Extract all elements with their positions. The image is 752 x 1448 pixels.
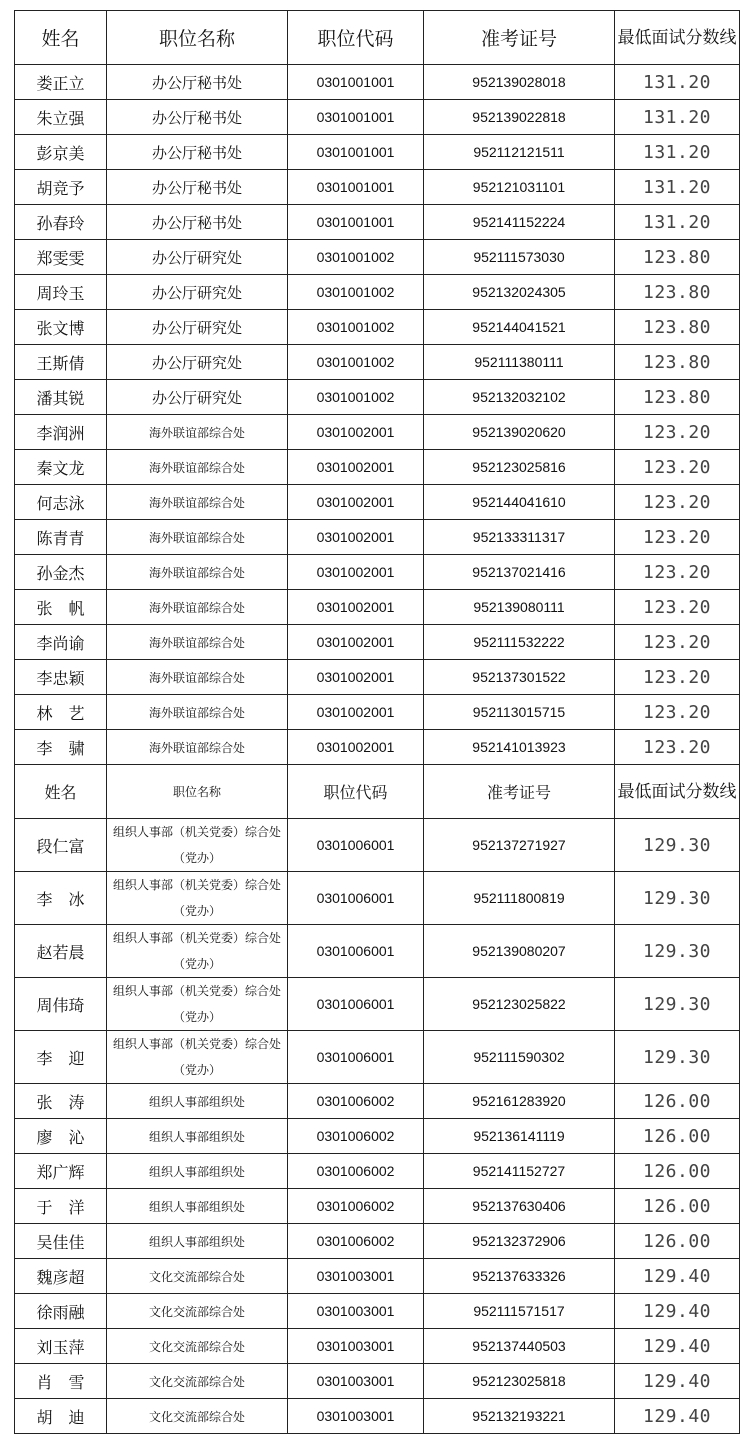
cell-code: 0301006002 [288, 1224, 424, 1259]
cell-position: 海外联谊部综合处 [107, 625, 288, 660]
cell-position: 组织人事部（机关党委）综合处（党办） [107, 925, 288, 978]
cell-code: 0301006002 [288, 1084, 424, 1119]
cell-ticket: 952123025816 [424, 450, 615, 485]
table-row [15, 660, 740, 695]
table-row [15, 380, 740, 415]
table-row [15, 1364, 740, 1399]
cell-code: 0301002001 [288, 660, 424, 695]
cell-ticket: 952111380111 [424, 345, 615, 380]
cell-code: 0301003001 [288, 1399, 424, 1434]
cell-position: 组织人事部（机关党委）综合处（党办） [107, 819, 288, 872]
cell-score: 123.20 [615, 695, 740, 730]
table-row [15, 1154, 740, 1189]
cell-score: 129.30 [615, 925, 740, 978]
table-row [15, 730, 740, 765]
cell-position: 办公厅秘书处 [107, 170, 288, 205]
cell-score: 129.40 [615, 1294, 740, 1329]
cell-code: 0301001001 [288, 170, 424, 205]
table-row [15, 450, 740, 485]
table-row [15, 555, 740, 590]
cell-score: 129.30 [615, 1031, 740, 1084]
cell-score: 123.20 [615, 590, 740, 625]
cell-position: 海外联谊部综合处 [107, 660, 288, 695]
header-row-2 [15, 765, 740, 819]
cell-score: 129.40 [615, 1399, 740, 1434]
cell-ticket: 952137301522 [424, 660, 615, 695]
cell-name: 李 迎 [15, 1031, 107, 1084]
cell-code: 0301001002 [288, 380, 424, 415]
cell-ticket: 952144041521 [424, 310, 615, 345]
cell-code: 0301002001 [288, 485, 424, 520]
table-row [15, 135, 740, 170]
table-row [15, 590, 740, 625]
cell-ticket: 952132372906 [424, 1224, 615, 1259]
cell-score: 123.80 [615, 345, 740, 380]
cell-position: 办公厅研究处 [107, 380, 288, 415]
cell-ticket: 952139080111 [424, 590, 615, 625]
cell-position: 海外联谊部综合处 [107, 520, 288, 555]
cell-name: 周伟琦 [15, 978, 107, 1031]
cell-code: 0301002001 [288, 695, 424, 730]
cell-code: 0301001002 [288, 240, 424, 275]
cell-code: 0301001001 [288, 135, 424, 170]
cell-name: 张文博 [15, 310, 107, 345]
table-row [15, 1259, 740, 1294]
cell-ticket: 952139028018 [424, 65, 615, 100]
cell-ticket: 952141152224 [424, 205, 615, 240]
cell-score: 123.20 [615, 450, 740, 485]
cell-name: 魏彦超 [15, 1259, 107, 1294]
cell-score: 123.20 [615, 555, 740, 590]
cell-name: 潘其锐 [15, 380, 107, 415]
cell-name: 李忠颖 [15, 660, 107, 695]
cell-code: 0301002001 [288, 555, 424, 590]
cell-score: 131.20 [615, 205, 740, 240]
cell-ticket: 952139022818 [424, 100, 615, 135]
cell-name: 赵若晨 [15, 925, 107, 978]
cell-name: 李尚谕 [15, 625, 107, 660]
cell-name: 陈青青 [15, 520, 107, 555]
cell-name: 何志泳 [15, 485, 107, 520]
cell-name: 段仁富 [15, 819, 107, 872]
cell-ticket: 952121031101 [424, 170, 615, 205]
cell-code: 0301003001 [288, 1294, 424, 1329]
cell-name: 林 艺 [15, 695, 107, 730]
table-row [15, 872, 740, 925]
cell-name: 廖 沁 [15, 1119, 107, 1154]
cell-code: 0301002001 [288, 520, 424, 555]
table-row [15, 520, 740, 555]
cell-score: 131.20 [615, 65, 740, 100]
cell-ticket: 952132024305 [424, 275, 615, 310]
cell-position: 办公厅研究处 [107, 310, 288, 345]
cell-score: 123.20 [615, 625, 740, 660]
cell-position: 办公厅研究处 [107, 240, 288, 275]
cell-score: 123.20 [615, 415, 740, 450]
cell-score: 131.20 [615, 100, 740, 135]
cell-position: 组织人事部组织处 [107, 1154, 288, 1189]
cell-code: 0301001002 [288, 310, 424, 345]
table-row [15, 205, 740, 240]
cell-score: 126.00 [615, 1224, 740, 1259]
cell-code: 0301001001 [288, 205, 424, 240]
cell-code: 0301003001 [288, 1364, 424, 1399]
table-row [15, 1189, 740, 1224]
cell-name: 李 骕 [15, 730, 107, 765]
cell-name: 李 冰 [15, 872, 107, 925]
cell-position: 海外联谊部综合处 [107, 590, 288, 625]
cell-position: 文化交流部综合处 [107, 1294, 288, 1329]
cell-code: 0301003001 [288, 1329, 424, 1364]
cell-ticket: 952123025822 [424, 978, 615, 1031]
table-row [15, 170, 740, 205]
table-row [15, 1084, 740, 1119]
cell-name: 朱立强 [15, 100, 107, 135]
cell-name: 秦文龙 [15, 450, 107, 485]
cell-name: 刘玉萍 [15, 1329, 107, 1364]
cell-position: 办公厅秘书处 [107, 205, 288, 240]
cell-code: 0301002001 [288, 730, 424, 765]
cell-score: 126.00 [615, 1189, 740, 1224]
cell-code: 0301006001 [288, 1031, 424, 1084]
cell-score: 123.80 [615, 240, 740, 275]
cell-score: 129.40 [615, 1364, 740, 1399]
table-row [15, 925, 740, 978]
cell-position: 文化交流部综合处 [107, 1329, 288, 1364]
cell-ticket: 952144041610 [424, 485, 615, 520]
cell-ticket: 952111571517 [424, 1294, 615, 1329]
cell-code: 0301003001 [288, 1259, 424, 1294]
cell-ticket: 952111800819 [424, 872, 615, 925]
cell-name: 张 帆 [15, 590, 107, 625]
cell-name: 吴佳佳 [15, 1224, 107, 1259]
cell-name: 郑雯雯 [15, 240, 107, 275]
cell-position: 组织人事部（机关党委）综合处（党办） [107, 872, 288, 925]
cell-name: 彭京美 [15, 135, 107, 170]
header-name: 姓名 [15, 11, 107, 65]
cell-position: 组织人事部组织处 [107, 1084, 288, 1119]
table-row [15, 695, 740, 730]
cell-score: 123.80 [615, 310, 740, 345]
cell-score: 123.20 [615, 485, 740, 520]
cell-name: 胡竞予 [15, 170, 107, 205]
table-row [15, 240, 740, 275]
table-row [15, 1294, 740, 1329]
header2-score: 最低面试分数线 [615, 765, 740, 819]
cell-ticket: 952111590302 [424, 1031, 615, 1084]
cell-ticket: 952137021416 [424, 555, 615, 590]
cell-ticket: 952139080207 [424, 925, 615, 978]
cell-score: 129.30 [615, 978, 740, 1031]
cell-position: 办公厅秘书处 [107, 65, 288, 100]
cell-ticket: 952112121511 [424, 135, 615, 170]
table-row [15, 1119, 740, 1154]
cell-score: 131.20 [615, 135, 740, 170]
cell-name: 郑广辉 [15, 1154, 107, 1189]
cell-name: 张 涛 [15, 1084, 107, 1119]
cell-position: 海外联谊部综合处 [107, 450, 288, 485]
table-body [15, 11, 740, 1434]
header2-name: 姓名 [15, 765, 107, 819]
cell-score: 126.00 [615, 1084, 740, 1119]
cell-code: 0301006001 [288, 978, 424, 1031]
cell-name: 徐雨融 [15, 1294, 107, 1329]
cell-ticket: 952137440503 [424, 1329, 615, 1364]
cell-position: 文化交流部综合处 [107, 1259, 288, 1294]
cell-position: 海外联谊部综合处 [107, 695, 288, 730]
cell-ticket: 952141152727 [424, 1154, 615, 1189]
cell-ticket: 952111573030 [424, 240, 615, 275]
table-row [15, 485, 740, 520]
cell-ticket: 952132032102 [424, 380, 615, 415]
cell-score: 129.40 [615, 1259, 740, 1294]
cell-ticket: 952136141119 [424, 1119, 615, 1154]
cell-ticket: 952113015715 [424, 695, 615, 730]
cell-score: 123.20 [615, 730, 740, 765]
cell-position: 海外联谊部综合处 [107, 730, 288, 765]
cell-position: 办公厅研究处 [107, 275, 288, 310]
cell-ticket: 952137271927 [424, 819, 615, 872]
cell-score: 129.30 [615, 819, 740, 872]
cell-code: 0301006002 [288, 1154, 424, 1189]
table-row [15, 1224, 740, 1259]
header-row [15, 11, 740, 65]
cell-position: 组织人事部（机关党委）综合处（党办） [107, 978, 288, 1031]
cell-code: 0301001001 [288, 100, 424, 135]
cell-code: 0301006001 [288, 925, 424, 978]
cell-score: 123.20 [615, 520, 740, 555]
cell-code: 0301006001 [288, 872, 424, 925]
cell-name: 肖 雪 [15, 1364, 107, 1399]
cell-position: 文化交流部综合处 [107, 1399, 288, 1434]
cell-position: 组织人事部组织处 [107, 1189, 288, 1224]
cell-code: 0301002001 [288, 625, 424, 660]
header-code: 职位代码 [288, 11, 424, 65]
header2-ticket: 准考证号 [424, 765, 615, 819]
table-row [15, 819, 740, 872]
cell-code: 0301002001 [288, 450, 424, 485]
cell-name: 胡 迪 [15, 1399, 107, 1434]
header-ticket: 准考证号 [424, 11, 615, 65]
cell-score: 131.20 [615, 170, 740, 205]
cell-ticket: 952137633326 [424, 1259, 615, 1294]
header-score: 最低面试分数线 [615, 11, 740, 65]
cell-position: 组织人事部组织处 [107, 1224, 288, 1259]
cell-position: 文化交流部综合处 [107, 1364, 288, 1399]
table-row [15, 345, 740, 380]
cell-position: 海外联谊部综合处 [107, 415, 288, 450]
cell-position: 海外联谊部综合处 [107, 485, 288, 520]
table-row [15, 1329, 740, 1364]
cell-code: 0301002001 [288, 590, 424, 625]
cell-name: 孙春玲 [15, 205, 107, 240]
cell-score: 126.00 [615, 1154, 740, 1189]
cell-ticket: 952141013923 [424, 730, 615, 765]
cell-position: 办公厅秘书处 [107, 135, 288, 170]
cell-name: 孙金杰 [15, 555, 107, 590]
table-row [15, 65, 740, 100]
cell-position: 办公厅研究处 [107, 345, 288, 380]
cell-name: 娄正立 [15, 65, 107, 100]
cell-score: 129.30 [615, 872, 740, 925]
cell-ticket: 952111532222 [424, 625, 615, 660]
header2-position: 职位名称 [107, 765, 288, 819]
cell-score: 123.80 [615, 275, 740, 310]
table-row [15, 415, 740, 450]
cell-score: 123.80 [615, 380, 740, 415]
cell-name: 周玲玉 [15, 275, 107, 310]
cell-name: 于 洋 [15, 1189, 107, 1224]
table-row [15, 1031, 740, 1084]
table-row [15, 100, 740, 135]
cell-position: 办公厅秘书处 [107, 100, 288, 135]
cell-code: 0301002001 [288, 415, 424, 450]
cell-ticket: 952123025818 [424, 1364, 615, 1399]
cell-name: 王斯倩 [15, 345, 107, 380]
cell-ticket: 952132193221 [424, 1399, 615, 1434]
cell-code: 0301001002 [288, 275, 424, 310]
cell-code: 0301001002 [288, 345, 424, 380]
interview-score-table [14, 10, 740, 1434]
cell-ticket: 952133311317 [424, 520, 615, 555]
cell-code: 0301006001 [288, 819, 424, 872]
cell-ticket: 952137630406 [424, 1189, 615, 1224]
table-row [15, 625, 740, 660]
cell-code: 0301001001 [288, 65, 424, 100]
cell-code: 0301006002 [288, 1119, 424, 1154]
cell-position: 组织人事部（机关党委）综合处（党办） [107, 1031, 288, 1084]
cell-position: 海外联谊部综合处 [107, 555, 288, 590]
cell-ticket: 952139020620 [424, 415, 615, 450]
cell-score: 129.40 [615, 1329, 740, 1364]
cell-score: 123.20 [615, 660, 740, 695]
cell-ticket: 952161283920 [424, 1084, 615, 1119]
cell-code: 0301006002 [288, 1189, 424, 1224]
cell-score: 126.00 [615, 1119, 740, 1154]
header2-code: 职位代码 [288, 765, 424, 819]
cell-name: 李润洲 [15, 415, 107, 450]
table-row [15, 1399, 740, 1434]
cell-position: 组织人事部组织处 [107, 1119, 288, 1154]
table-row [15, 978, 740, 1031]
table-row [15, 275, 740, 310]
table-row [15, 310, 740, 345]
header-position: 职位名称 [107, 11, 288, 65]
